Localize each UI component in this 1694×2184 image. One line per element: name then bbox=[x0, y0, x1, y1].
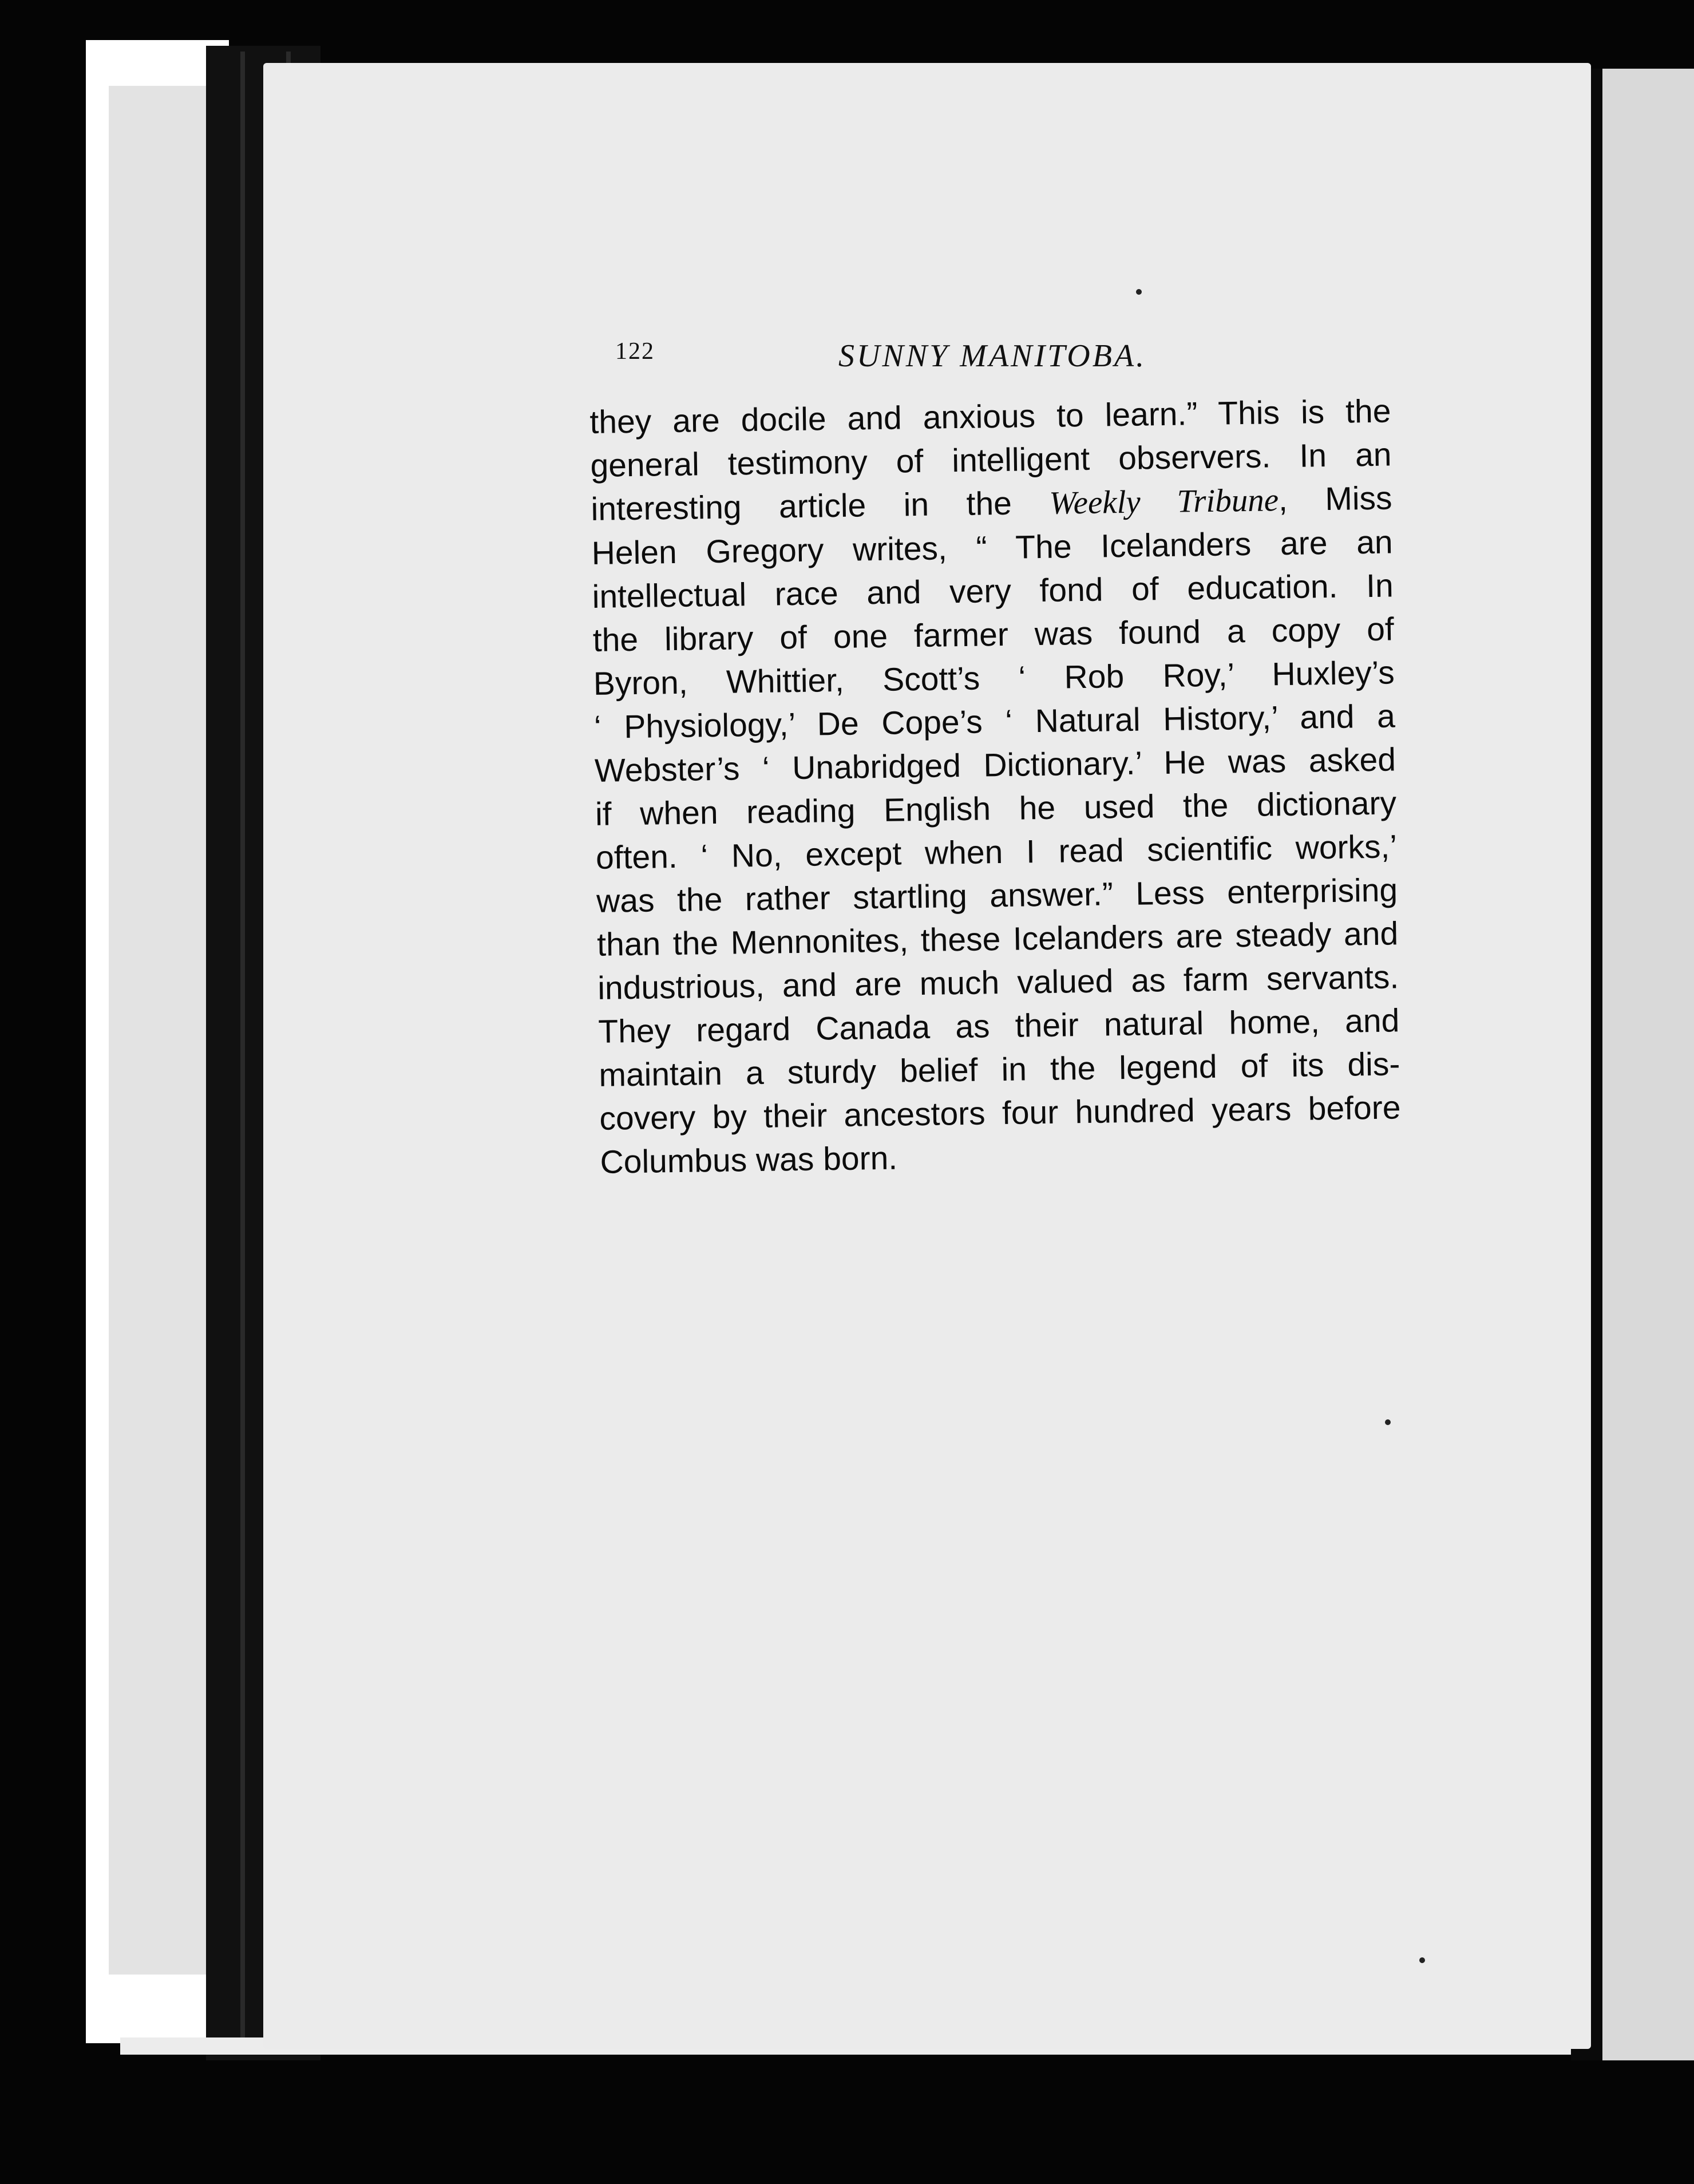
text-line: was the rather startling answer.” Less enterprising bbox=[596, 872, 1398, 920]
paper-speck bbox=[1385, 1419, 1391, 1425]
text-line: Helen Gregory writes, “ The Icelanders are an bbox=[591, 524, 1394, 572]
text-line: maintain a sturdy belief in the legend of its dis- bbox=[599, 1046, 1400, 1094]
text-line: interesting article in the Weekly Tribune, Miss bbox=[591, 480, 1392, 528]
text-line: ‘ Physiology,’ De Cope’s ‘ Natural History,’ and a bbox=[593, 698, 1396, 746]
paper-speck bbox=[1419, 1957, 1425, 1963]
text-line: Webster’s ‘ Unabridged Dictionary.’ He was asked bbox=[594, 741, 1396, 789]
page-number: 122 bbox=[615, 338, 655, 365]
running-head: SUNNY MANITOBA. bbox=[838, 338, 1147, 374]
next-page-edge bbox=[1597, 69, 1694, 2060]
paper-speck bbox=[1136, 289, 1142, 295]
page-edge-shadow bbox=[109, 86, 206, 1975]
text-line: intellectual race and very fond of education. In bbox=[592, 567, 1394, 615]
text-line: They regard Canada as their natural home, and bbox=[597, 1002, 1400, 1050]
text-line: Columbus was born. bbox=[600, 1140, 898, 1181]
text-line: industrious, and are much valued as farm servants. bbox=[597, 959, 1399, 1007]
text-line: if when reading English he used the dictionary bbox=[595, 785, 1397, 833]
body-text bbox=[589, 389, 1402, 1184]
page-header bbox=[615, 338, 1388, 383]
text-line: than the Mennonites, these Icelanders are steady and bbox=[596, 915, 1399, 963]
binding-line bbox=[240, 52, 245, 2055]
text-line: the library of one farmer was found a copy of bbox=[592, 611, 1395, 659]
text-line: covery by their ancestors four hundred years before bbox=[599, 1089, 1401, 1137]
periodical-title: Weekly Tribune bbox=[1048, 482, 1279, 521]
text-line: general testimony of intelligent observers. In an bbox=[590, 436, 1392, 484]
text-line: they are docile and anxious to learn.” This is the bbox=[589, 393, 1391, 441]
text-line: often. ‘ No, except when I read scientific works,’ bbox=[595, 828, 1398, 876]
text-line: Byron, Whittier, Scott’s ‘ Rob Roy,’ Huxley’s bbox=[593, 654, 1395, 702]
